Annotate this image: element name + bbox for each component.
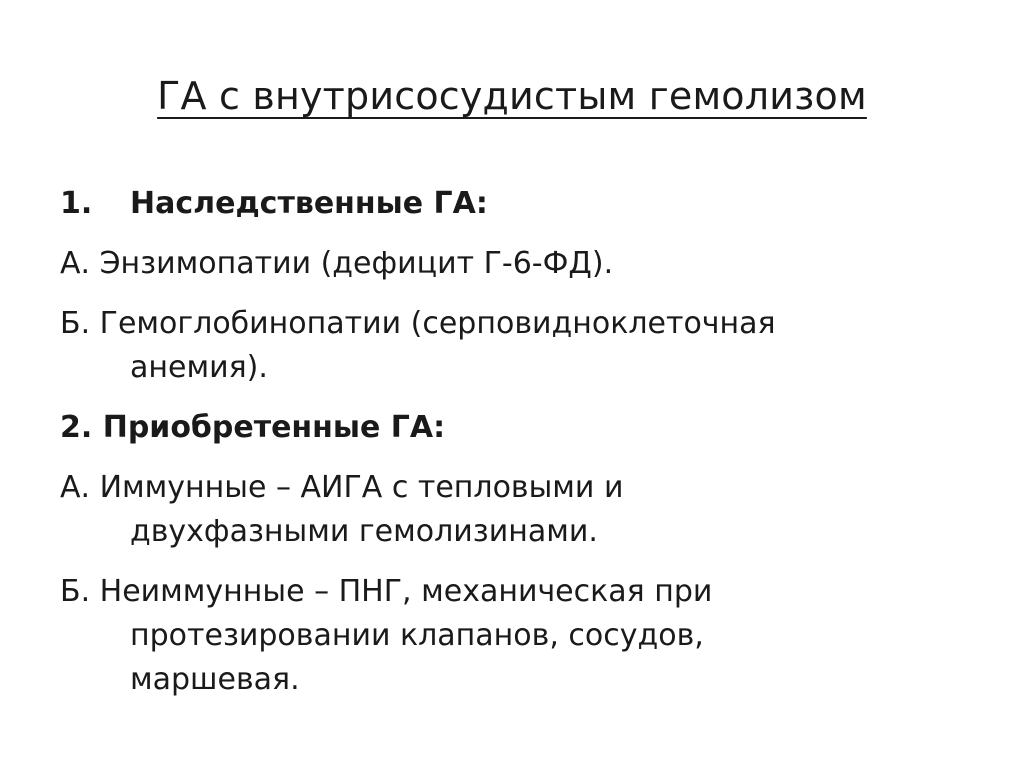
section-1-item-b: Б. Гемоглобинопатии (серповидноклеточная bbox=[60, 306, 776, 341]
section-1-title: Наследственные ГА: bbox=[130, 186, 488, 221]
section-2-item-a: А. Иммунные – АИГА с тепловыми и bbox=[60, 470, 624, 505]
section-2-heading bbox=[60, 406, 980, 450]
section-2-item-b-continuation-2: маршевая. bbox=[130, 662, 300, 697]
section-1-item-a: А. Энзимопатии (дефицит Г-6-ФД). bbox=[60, 246, 614, 281]
section-2-item-a-continuation: двухфазными гемолизинами. bbox=[130, 514, 598, 549]
slide-title: ГА с внутрисосудистым гемолизом bbox=[157, 74, 867, 118]
section-1-heading bbox=[60, 182, 980, 226]
section-1-item-b-continuation: анемия). bbox=[130, 350, 268, 385]
section-2-title: . Приобретенные ГА: bbox=[80, 410, 446, 445]
slide-content bbox=[60, 182, 980, 702]
section-2-number: 2 bbox=[60, 410, 81, 445]
section-2-item-b-continuation-1: протезировании клапанов, сосудов, bbox=[130, 618, 704, 653]
section-1-number: 1. bbox=[60, 186, 93, 221]
section-2-item-b: Б. Неиммунные – ПНГ, механическая при bbox=[60, 574, 713, 609]
